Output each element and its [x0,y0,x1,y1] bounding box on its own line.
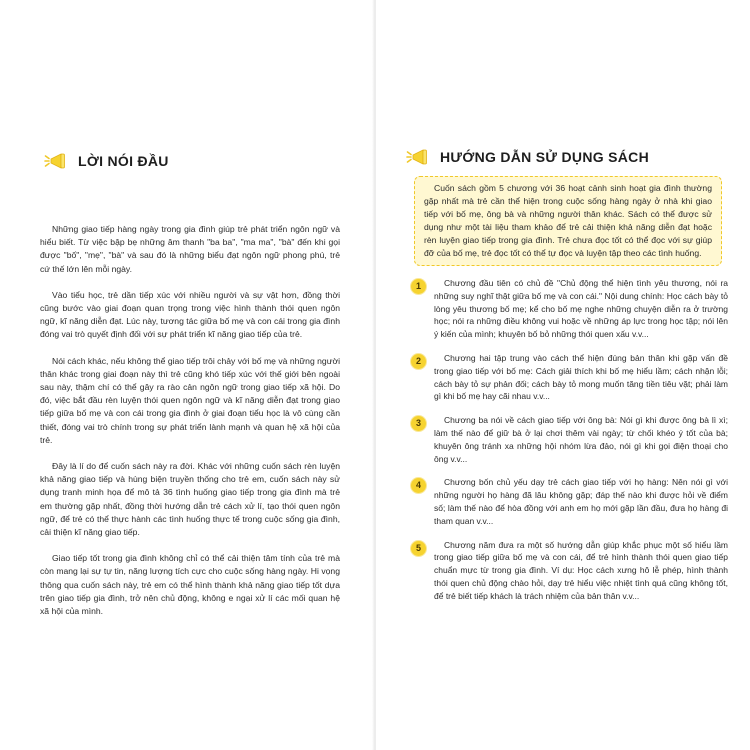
chapter-text: Chương đầu tiên có chủ đề "Chủ động thể hiện tình yêu thương, nói ra những suy nghĩ thật giữa bố mẹ và con cái." Nội dung chính: Học cách bày tỏ lòng yêu thương bố mẹ; kể cho bố mẹ nghe những chuyện diễn ra ở trường học; nói ra những điều không vui hoặc về những áp lực trong học tập; nói lên ý kiến của mình; khuyên bố bỏ những thói quen xấu v.v... [434,278,728,340]
chapter-list [410,277,728,603]
chapter-item [410,476,728,527]
page-title: LỜI NÓI ĐẦU [78,153,169,169]
left-page [0,0,374,750]
chapter-number-badge: 5 [410,540,427,557]
chapter-text: Chương bốn chủ yếu dạy trẻ cách giao tiếp với họ hàng: Nên nói gì với những người họ hàng đã lâu không gặp; đáp thế nào khi được hỏi về điểm số; làm thế nào để hòa đồng với anh em họ mới gặp lần đầu, đưa họ hàng đi tham quan v.v... [434,477,728,526]
right-page [376,0,750,750]
chapter-number-badge: 3 [410,415,427,432]
guide-heading [406,148,649,166]
page-title: HƯỚNG DẪN SỬ DỤNG SÁCH [440,149,649,165]
chapter-number-badge: 1 [410,278,427,295]
summary-box: Cuốn sách gồm 5 chương với 36 hoạt cảnh sinh hoạt gia đình thường gặp nhất mà trẻ cần thể hiện trong cuộc sống hàng ngày ở nhà khi giao tiếp với bố mẹ, ông bà và những người thân khác. Sách có thể được sử dụng như một tài liệu tham khảo để trẻ cải thiện khả năng diễn đạt hoặc rèn luyện giao tiếp trong gia đình. Trẻ chưa đọc tốt có thể đọc với sự giúp đỡ của bố mẹ, trẻ đọc tốt có thể tự đọc và luyện tập theo các tình huống. [414,176,722,266]
megaphone-icon [406,148,432,166]
preface-heading [44,152,169,170]
chapter-item [410,277,728,341]
paragraph: Đây là lí do để cuốn sách này ra đời. Khác với những cuốn sách rèn luyện khả năng giao tiếp và hùng biện truyền thống cho trẻ em, cuốn sách này sử dụng tranh minh họa để mô tả 36 tình huống giao tiếp trong gia đình mà trẻ em thường gặp nhất, đồng thời hướng dẫn trẻ cách xử lí, tạo thói quen ngôn ngữ, để trẻ có thể thực hành các tình huống thực tế trong cuộc sống gia đình, cải thiện kĩ năng giao tiếp. [40,461,340,538]
megaphone-icon [44,152,70,170]
paragraph: Nói cách khác, nếu không thể giao tiếp trôi chảy với bố mẹ và những người thân khác trong giai đoạn này thì trẻ cũng khó tiếp xúc với thế giới bên ngoài sau này, thậm chí có thể gây ra rào cản ngôn ngữ trong giao tiếp xã hội. Do đó, việc bắt đầu rèn luyện thói quen ngôn ngữ và kĩ năng diễn đạt trong giao tiếp giữa bố mẹ và con cái trong gia đình ở giai đoạn tiểu học là vô cùng cần thiết, đóng vai trò chính trong sự phát triển lành mạnh và quan hệ xã hội của trẻ. [40,355,340,445]
chapter-item [410,539,728,603]
chapter-text: Chương năm đưa ra một số hướng dẫn giúp khắc phục một số hiểu lầm trong giao tiếp giữa bố mẹ và con cái, để trẻ hình thành thói quen giao tiếp chuẩn mực từ trong gia đình. Ví dụ: Học cách xưng hô lễ phép, hình thành thói quen chủ động chào hỏi, dạy trẻ hiểu việc nhiệt tình quá cũng không tốt, để trẻ biết tiếp khách là trách nhiệm của bản thân v.v... [434,539,728,601]
chapter-number-badge: 2 [410,353,427,370]
chapter-item [410,352,728,403]
chapter-text: Chương ba nói về cách giao tiếp với ông bà: Nói gì khi được ông bà lì xì; làm thế nào để giữ bà ở lại chơi thêm vài ngày; từ chối khéo ý tốt của bà; khuyên ông tránh xa những hội nhóm lừa đảo, nói gì khi gọi điện thoại cho ông v.v... [434,415,728,464]
paragraph: Những giao tiếp hàng ngày trong gia đình giúp trẻ phát triển ngôn ngữ và hiểu biết. Từ việc bập bẹ những âm thanh "ba ba", "ma ma", "bà" đến khi gọi được "bố", "mẹ", "bà" và sau đó là những biểu đạt ngôn ngữ phong phú, trẻ cứ thế lớn lên mỗi ngày. [40,224,340,274]
chapter-number-badge: 4 [410,477,427,494]
preface-body [40,223,340,631]
chapter-text: Chương hai tập trung vào cách thể hiện đúng bản thân khi gặp vấn đề trong giao tiếp với bố mẹ: Cách giải thích khi bố mẹ hiểu lầm; cách nhận lỗi; cách bày tỏ sự phản đối; cách bày tỏ mong muốn tăng tiền tiêu vặt; phải làm gì khi bố mẹ hay cãi nhau v.v... [434,352,728,402]
paragraph: Giao tiếp tốt trong gia đình không chỉ có thể cải thiện tâm tính của trẻ mà còn mang lại sự tự tin, năng lượng tích cực cho cuộc sống hàng ngày. Hi vọng thông qua cuốn sách này, trẻ em có thể hình thành khả năng giao tiếp tốt dựa trên giao tiếp gia đình, trở nên chủ động, không e ngại xử lí các mối quan hệ xã hội của mình. [40,553,340,617]
chapter-item [410,414,728,465]
paragraph: Vào tiểu học, trẻ dần tiếp xúc với nhiều người và sự vật hơn, đồng thời cũng bước vào giai đoạn quan trọng trong việc hình thành thói quen ngôn ngữ, kĩ năng diễn đạt. Lúc này, tương tác giữa bố mẹ và con cái trong gia đình đóng vai trò quyết định đối với sự phát triển kĩ năng giao tiếp của trẻ. [40,289,340,340]
